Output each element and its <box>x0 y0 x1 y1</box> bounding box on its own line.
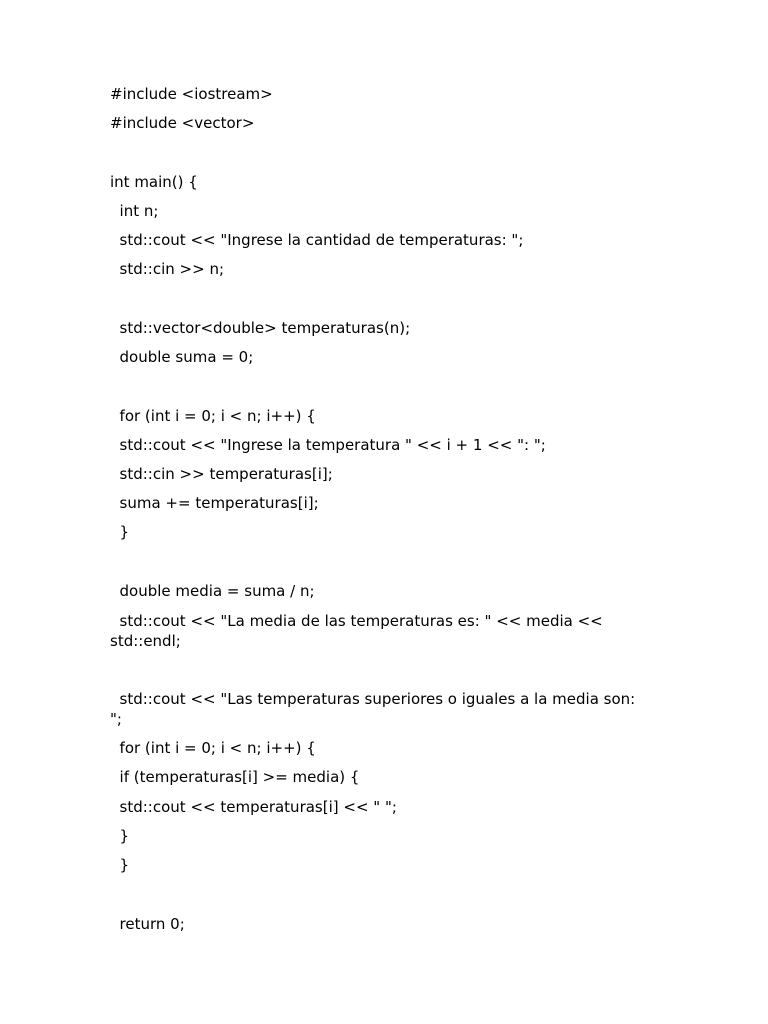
code-line-continuation: std::endl; <box>110 632 181 650</box>
code-line: double media = suma / n; <box>110 582 315 600</box>
code-line: std::cout << "La media de las temperaturas es: " << media << <box>110 612 603 630</box>
code-line: int n; <box>110 202 159 220</box>
code-line: std::cout << "Ingrese la temperatura " << i + 1 << ": "; <box>110 436 546 454</box>
code-line: int main() { <box>110 173 198 191</box>
code-line: std::cin >> n; <box>110 260 225 278</box>
code-line: std::cout << "Ingrese la cantidad de temperaturas: "; <box>110 231 524 249</box>
code-line: return 0; <box>110 915 185 933</box>
code-line-continuation: "; <box>110 710 122 728</box>
code-line: std::cin >> temperaturas[i]; <box>110 465 333 483</box>
code-line: } <box>110 523 130 541</box>
code-line: for (int i = 0; i < n; i++) { <box>110 739 316 757</box>
code-line: std::cout << temperaturas[i] << " "; <box>110 798 397 816</box>
code-line: } <box>110 827 130 845</box>
code-line: } <box>110 856 130 874</box>
code-line: if (temperaturas[i] >= media) { <box>110 768 360 786</box>
code-line: double suma = 0; <box>110 348 254 366</box>
code-line: for (int i = 0; i < n; i++) { <box>110 407 316 425</box>
code-line: std::cout << "Las temperaturas superiores o iguales a la media son: <box>110 690 636 708</box>
code-line: std::vector<double> temperaturas(n); <box>110 319 411 337</box>
code-line: #include <iostream> <box>110 85 273 103</box>
code-line: suma += temperaturas[i]; <box>110 494 319 512</box>
code-line: #include <vector> <box>110 114 255 132</box>
